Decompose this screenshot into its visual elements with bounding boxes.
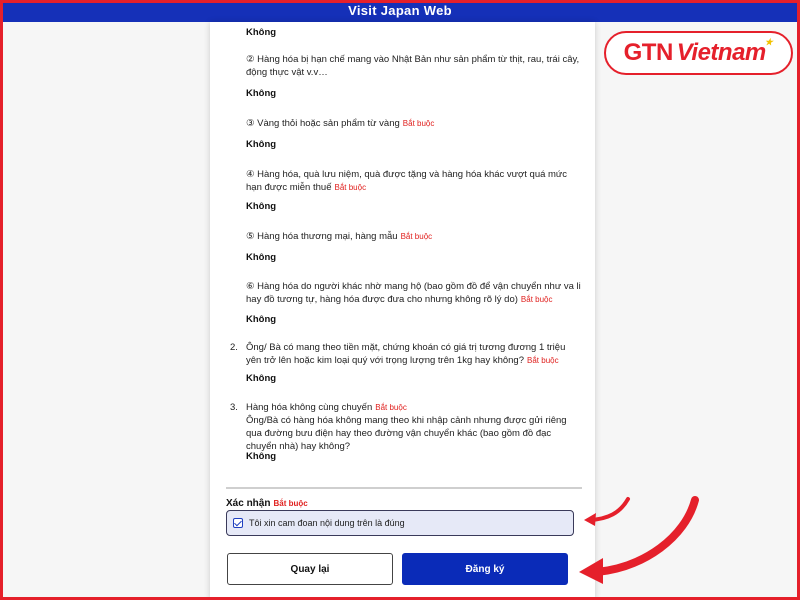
question-text: ② Hàng hóa bị hạn chế mang vào Nhật Bản như sản phẩm từ thịt, rau, trái cây, động thực vật v.v… — [246, 54, 580, 78]
logo-vietnam-text: Vietnam — [676, 39, 766, 66]
divider — [226, 487, 582, 489]
declaration-form — [210, 22, 595, 600]
answer-gold: Không — [246, 139, 277, 150]
back-button[interactable]: Quay lại — [227, 553, 393, 585]
question-cash — [246, 341, 581, 367]
question-text: ⑥ Hàng hóa do người khác nhờ mang hộ (bao gồm đồ để vận chuyển như va li hay đồ tương tự, hàng hóa được đưa cho nhưng không rõ lý do) — [246, 281, 581, 305]
question-number: 2. — [230, 342, 238, 353]
required-label: Bắt buộc — [527, 356, 559, 365]
required-label: Bắt buộc — [402, 119, 435, 128]
answer-restricted-goods: Không — [246, 88, 277, 99]
question-title: Hàng hóa không cùng chuyến — [246, 402, 373, 413]
background-left — [3, 22, 210, 600]
required-label: Bắt buộc — [400, 232, 433, 241]
confirm-title-text: Xác nhận — [226, 498, 271, 509]
question-restricted-goods — [246, 53, 581, 79]
answer-cash: Không — [246, 373, 277, 384]
logo-gtn-text: GTN — [623, 39, 673, 66]
gtn-vietnam-logo — [604, 31, 793, 75]
answer-duty-free: Không — [246, 201, 277, 212]
answer-carried-for-others: Không — [246, 314, 277, 325]
answer-commercial-goods: Không — [246, 252, 277, 263]
submit-button[interactable]: Đăng ký — [402, 553, 568, 585]
question-text: ④ Hàng hóa, quà lưu niệm, quà được tặng và hàng hóa khác vượt quá mức hạn được miễn thuế — [246, 169, 568, 193]
arrow-to-submit-icon — [575, 492, 710, 587]
question-carried-for-others — [246, 280, 581, 306]
question-text: ⑤ Hàng hóa thương mại, hàng mẫu — [246, 231, 398, 242]
question-text: Ông/ Bà có mang theo tiền mặt, chứng khoán có giá trị tương đương 1 triệu yên trở lên hoặc kim loại quý với trọng lượng trên 1kg hay không? — [246, 342, 566, 366]
app-header: Visit Japan Web — [0, 0, 800, 22]
confirm-checkbox-row[interactable] — [226, 510, 574, 536]
question-duty-free — [246, 168, 581, 194]
required-label: Bắt buộc — [273, 499, 308, 508]
required-label: Bắt buộc — [375, 403, 407, 412]
answer-1: Không — [246, 27, 277, 38]
required-label: Bắt buộc — [520, 295, 553, 304]
required-label: Bắt buộc — [334, 183, 367, 192]
confirm-checkbox-label: Tôi xin cam đoan nội dung trên là đúng — [249, 518, 405, 528]
confirm-title — [226, 498, 308, 509]
question-text: ③ Vàng thỏi hoặc sản phẩm từ vàng — [246, 118, 400, 129]
star-icon: ★ — [764, 36, 773, 47]
question-unaccompanied — [246, 401, 581, 453]
confirm-checkbox[interactable] — [233, 518, 243, 528]
answer-unaccompanied: Không — [246, 451, 277, 462]
question-number: 3. — [230, 402, 238, 413]
question-commercial-goods — [246, 230, 581, 243]
question-text: Ông/Bà có hàng hóa không mang theo khi nhập cảnh nhưng được gửi riêng qua đường bưu điện hay theo đường vận chuyển khác (bao gồm đồ đạc chuyển nhà) hay không? — [246, 415, 567, 452]
question-gold — [246, 117, 581, 130]
